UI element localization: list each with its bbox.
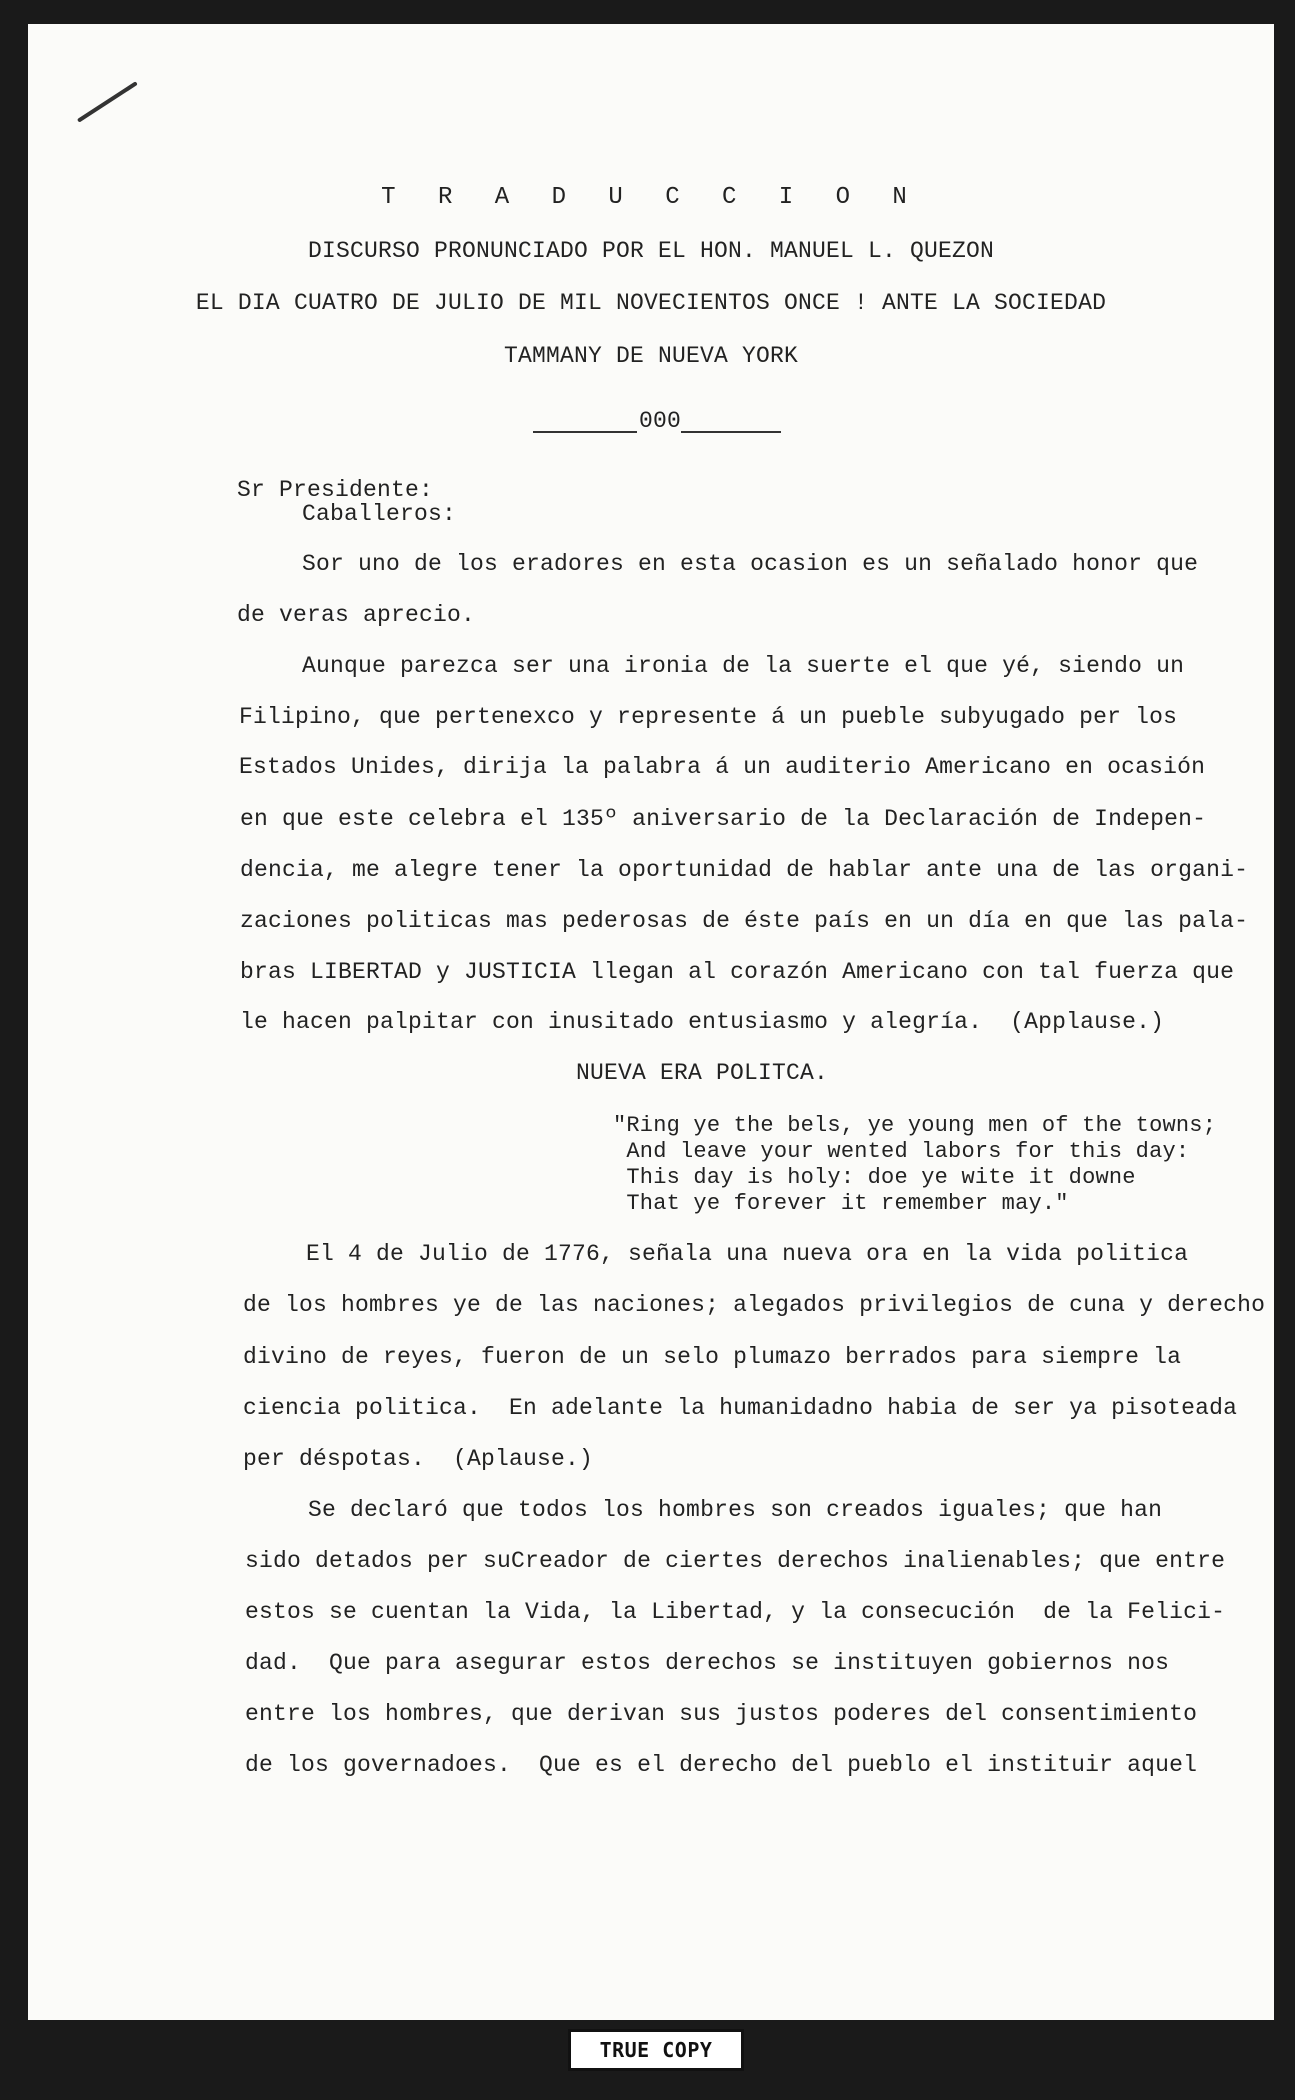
paragraph-4-line-6: de los governadoes. Que es el derecho del pueblo el instituir aquel [245, 1752, 1198, 1778]
document-title: T R A D U C C I O N [381, 184, 921, 211]
separator-rule-right [681, 431, 781, 433]
paragraph-2-line-8: le hacen palpitar con inusitado entusiasmo y alegría. (Applause.) [240, 1009, 1165, 1035]
paragraph-1-line-2: de veras aprecio. [237, 602, 476, 628]
document-subtitle-2: EL DIA CUATRO DE JULIO DE MIL NOVECIENTOS ONCE ! ANTE LA SOCIEDAD [195, 290, 1107, 316]
true-copy-stamp-label: TRUE COPY [599, 2038, 713, 2062]
paragraph-2-line-7: bras LIBERTAD y JUSTICIA llegan al corazón Americano con tal fuerza que [240, 959, 1235, 985]
paragraph-3-line-3: divino de reyes, fueron de un selo plumazo berrados para siempre la [243, 1344, 1182, 1370]
verse-line-2: And leave your wented labors for this day: [613, 1139, 1190, 1164]
paragraph-3-line-2: de los hombres ye de las naciones; alegados privilegios de cuna y derecho [243, 1292, 1266, 1318]
document-page [28, 24, 1274, 2020]
paragraph-3-line-1: El 4 de Julio de 1776, señala una nueva ora en la vida politica [306, 1241, 1189, 1267]
paragraph-2-line-4: en que este celebra el 135º aniversario de la Declaración de Indepen- [240, 806, 1207, 832]
paragraph-4-line-3: estos se cuentan la Vida, la Libertad, y la consecución de la Felici- [245, 1599, 1226, 1625]
paragraph-4-line-2: sido detados per suCreador de ciertes derechos inalienables; que entre [245, 1548, 1226, 1574]
paragraph-2-line-6: zaciones politicas mas pederosas de éste país en un día en que las pala- [240, 908, 1249, 934]
verse-line-1: "Ring ye the bels, ye young men of the towns; [613, 1113, 1217, 1138]
paragraph-4-line-4: dad. Que para asegurar estos derechos se instituyen gobiernos nos [245, 1650, 1170, 1676]
true-copy-stamp [568, 2029, 744, 2071]
salutation-line-1: Sr Presidente: [237, 477, 434, 503]
paragraph-4-line-5: entre los hombres, que derivan sus justos poderes del consentimiento [245, 1701, 1198, 1727]
section-heading: NUEVA ERA POLITCA. [576, 1060, 829, 1086]
pen-mark [77, 81, 138, 122]
paragraph-3-line-4: ciencia politica. En adelante la humanidadno habia de ser ya pisoteada [243, 1395, 1238, 1421]
document-subtitle-1: DISCURSO PRONUNCIADO POR EL HON. MANUEL L. QUEZON [307, 238, 995, 264]
document-subtitle-3: TAMMANY DE NUEVA YORK [503, 343, 799, 369]
paragraph-2-line-1: Aunque parezca ser una ironia de la suerte el que yé, siendo un [302, 653, 1185, 679]
verse-line-4: That ye forever it remember may." [613, 1191, 1069, 1216]
paragraph-2-line-3: Estados Unides, dirija la palabra á un auditerio Americano en ocasión [239, 754, 1206, 780]
paragraph-2-line-5: dencia, me alegre tener la oportunidad de hablar ante una de las organi- [240, 857, 1249, 883]
paragraph-4-line-1: Se declaró que todos los hombres son creados iguales; que han [308, 1497, 1163, 1523]
salutation-line-2: Caballeros: [302, 501, 457, 527]
paragraph-1-line-1: Sor uno de los eradores en esta ocasion es un señalado honor que [302, 551, 1199, 577]
separator-label: 000 [639, 408, 682, 434]
separator-rule-left [533, 431, 637, 433]
verse-line-3: This day is holy: doe ye wite it downe [613, 1165, 1136, 1190]
paragraph-3-line-5: per déspotas. (Aplause.) [243, 1446, 594, 1472]
paragraph-2-line-2: Filipino, que pertenexco y represente á un pueble subyugado per los [239, 704, 1178, 730]
